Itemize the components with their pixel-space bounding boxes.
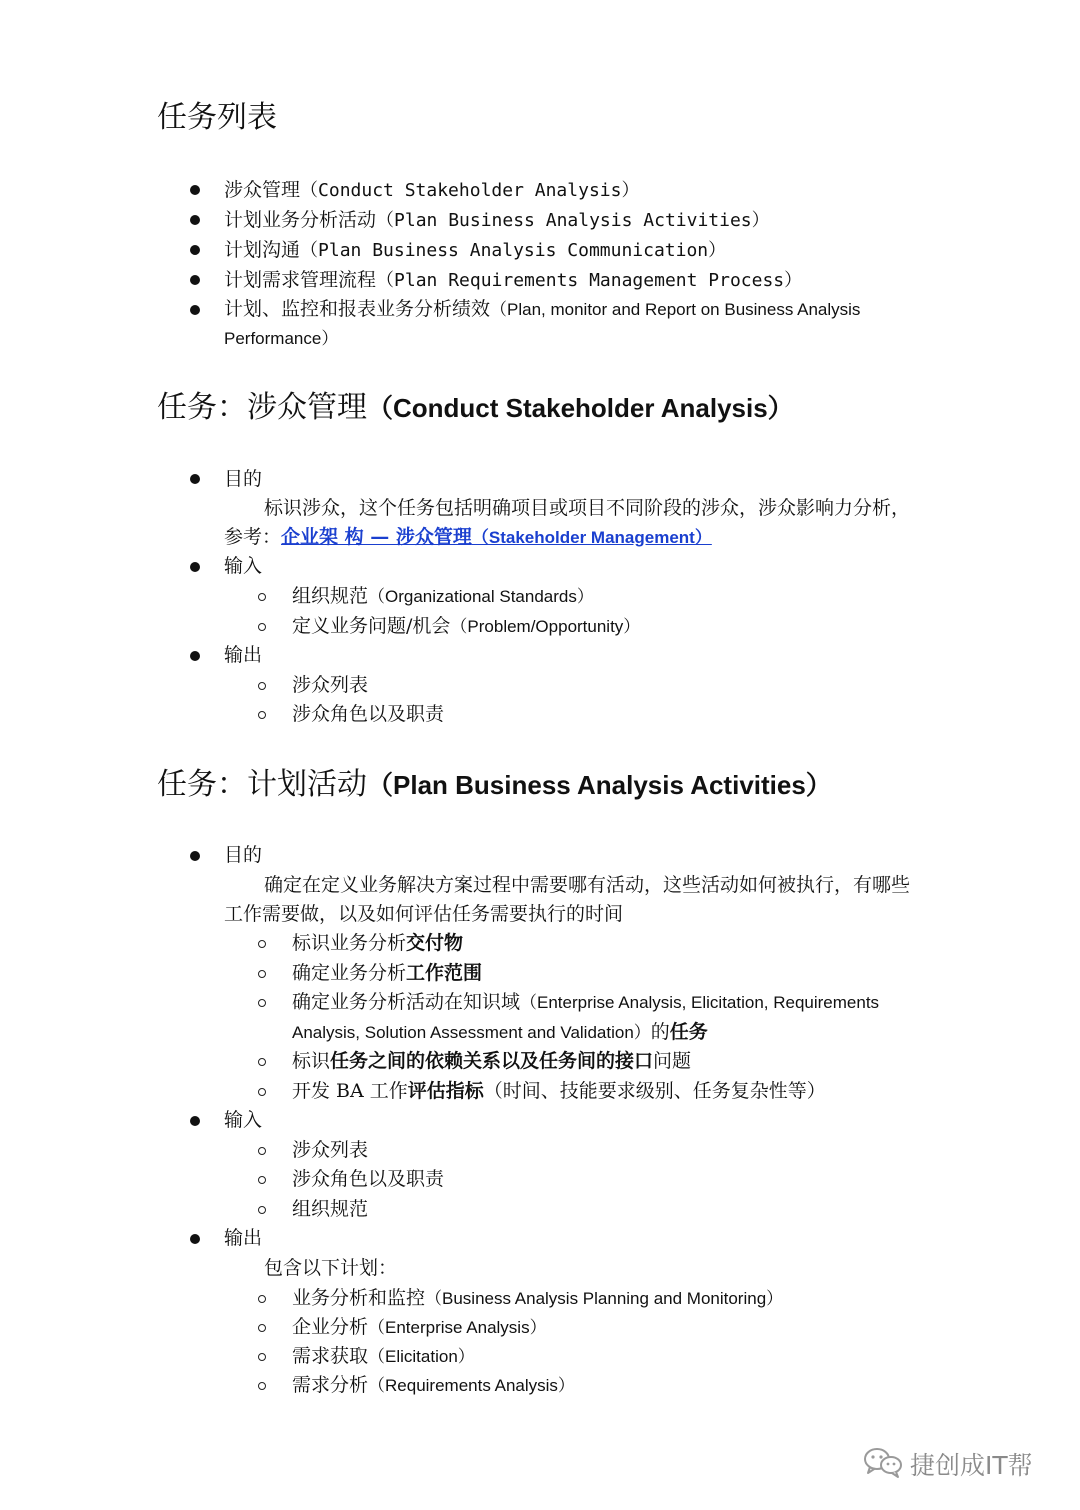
list-item: 确定业务分析工作范围 <box>292 962 483 984</box>
sub-bullet <box>258 1324 266 1332</box>
list-item: 涉众角色以及职责 <box>292 703 445 725</box>
bullet <box>190 1234 200 1244</box>
sub-bullet <box>258 1147 266 1155</box>
purpose-label: 目的 <box>224 468 263 490</box>
title-zh: 任务：计划活动 <box>157 767 367 802</box>
output-intro: 包含以下计划： <box>264 1257 398 1279</box>
item-zh: 计划业务分析活动 <box>224 209 377 231</box>
list-item <box>224 207 770 234</box>
item-en: Performance） <box>224 329 339 348</box>
sub-bullet <box>258 623 266 631</box>
title-zh: 任务：涉众管理 <box>157 390 367 425</box>
stakeholder-management-link[interactable]: 企业架 构 — 涉众管理（Stakeholder Management） <box>281 526 712 548</box>
item-en: （Plan Business Analysis Activities） <box>376 210 770 231</box>
bullet <box>190 305 200 315</box>
section-plan-activities-title <box>157 765 832 805</box>
watermark-text: 捷创成IT帮 <box>910 1451 1033 1480</box>
sub-bullet <box>258 999 266 1007</box>
sub-bullet <box>258 1176 266 1184</box>
bullet <box>190 562 200 572</box>
sub-bullet <box>258 682 266 690</box>
title-en: （Plan Business Analysis Activities） <box>367 770 832 800</box>
sub-bullet <box>258 970 266 978</box>
sub-bullet <box>258 1295 266 1303</box>
list-item: 需求获取（Elicitation） <box>292 1345 475 1367</box>
purpose-text: 工作需要做，以及如何评估任务需要执行的时间 <box>224 903 624 925</box>
title-en: （Conduct Stakeholder Analysis） <box>367 393 794 423</box>
list-item: 企业分析（Enterprise Analysis） <box>292 1316 547 1338</box>
list-item: 涉众角色以及职责 <box>292 1168 445 1190</box>
reference-line <box>224 524 712 551</box>
item-zh: 计划需求管理流程 <box>224 269 377 291</box>
bullet <box>190 1116 200 1126</box>
bullet <box>190 185 200 195</box>
bullet <box>190 215 200 225</box>
list-item: 涉众列表 <box>292 674 369 696</box>
list-item: 开发 BA 工作评估指标（时间、技能要求级别、任务复杂性等） <box>292 1080 826 1102</box>
item-en: （Plan Business Analysis Communication） <box>300 240 727 261</box>
purpose-text: 标识涉众，这个任务包括明确项目或项目不同阶段的涉众，涉众影响力分析， <box>264 497 911 519</box>
list-item <box>224 177 639 204</box>
item-en: （Conduct Stakeholder Analysis） <box>300 180 640 201</box>
output-label: 输出 <box>224 644 263 666</box>
item-en: （Plan, monitor and Report on Business Analysis <box>490 300 861 319</box>
purpose-label: 目的 <box>224 844 263 866</box>
sub-bullet <box>258 593 266 601</box>
list-item: 标识业务分析交付物 <box>292 932 464 954</box>
input-label: 输入 <box>224 1109 263 1131</box>
input-label: 输入 <box>224 555 263 577</box>
bullet <box>190 851 200 861</box>
list-item: 标识任务之间的依赖关系以及任务间的接口问题 <box>292 1050 692 1072</box>
list-item: 需求分析（Requirements Analysis） <box>292 1374 575 1396</box>
item-zh: 计划、监控和报表业务分析绩效 <box>224 298 491 320</box>
output-label: 输出 <box>224 1227 263 1249</box>
list-item <box>224 237 726 264</box>
list-item: 确定业务分析活动在知识域（Enterprise Analysis, Elicitation, Requirements <box>292 991 880 1013</box>
list-item: 涉众列表 <box>292 1139 369 1161</box>
list-item <box>224 267 802 294</box>
watermark <box>862 1444 1033 1484</box>
list-item: 定义业务问题/机会（Problem/Opportunity） <box>292 615 641 637</box>
bullet <box>190 651 200 661</box>
item-zh: 涉众管理 <box>224 179 301 201</box>
bullet <box>190 474 200 484</box>
bullet <box>190 275 200 285</box>
sub-bullet <box>258 1088 266 1096</box>
sub-bullet <box>258 1206 266 1214</box>
purpose-text: 确定在定义业务解决方案过程中需要哪有活动，这些活动如何被执行，有哪些 <box>264 874 911 896</box>
list-item: 组织规范（Organizational Standards） <box>292 585 594 607</box>
list-item-continuation <box>224 325 338 352</box>
list-item: 业务分析和监控（Business Analysis Planning and Monitoring） <box>292 1287 784 1309</box>
item-zh: 计划沟通 <box>224 239 301 261</box>
sub-bullet <box>258 1382 266 1390</box>
sub-bullet <box>258 711 266 719</box>
list-item: 组织规范 <box>292 1198 369 1220</box>
ref-label: 参考： <box>224 526 282 548</box>
bullet <box>190 245 200 255</box>
sub-bullet <box>258 1353 266 1361</box>
sub-bullet <box>258 940 266 948</box>
section-task-list-title: 任务列表 <box>157 100 277 135</box>
item-en: （Plan Requirements Management Process） <box>376 270 803 291</box>
list-item <box>224 296 860 323</box>
wechat-icon <box>862 1445 904 1483</box>
list-item-continuation: Analysis, Solution Assessment and Validation）的任务 <box>292 1021 708 1043</box>
sub-bullet <box>258 1058 266 1066</box>
section-stakeholder-title <box>157 388 794 428</box>
